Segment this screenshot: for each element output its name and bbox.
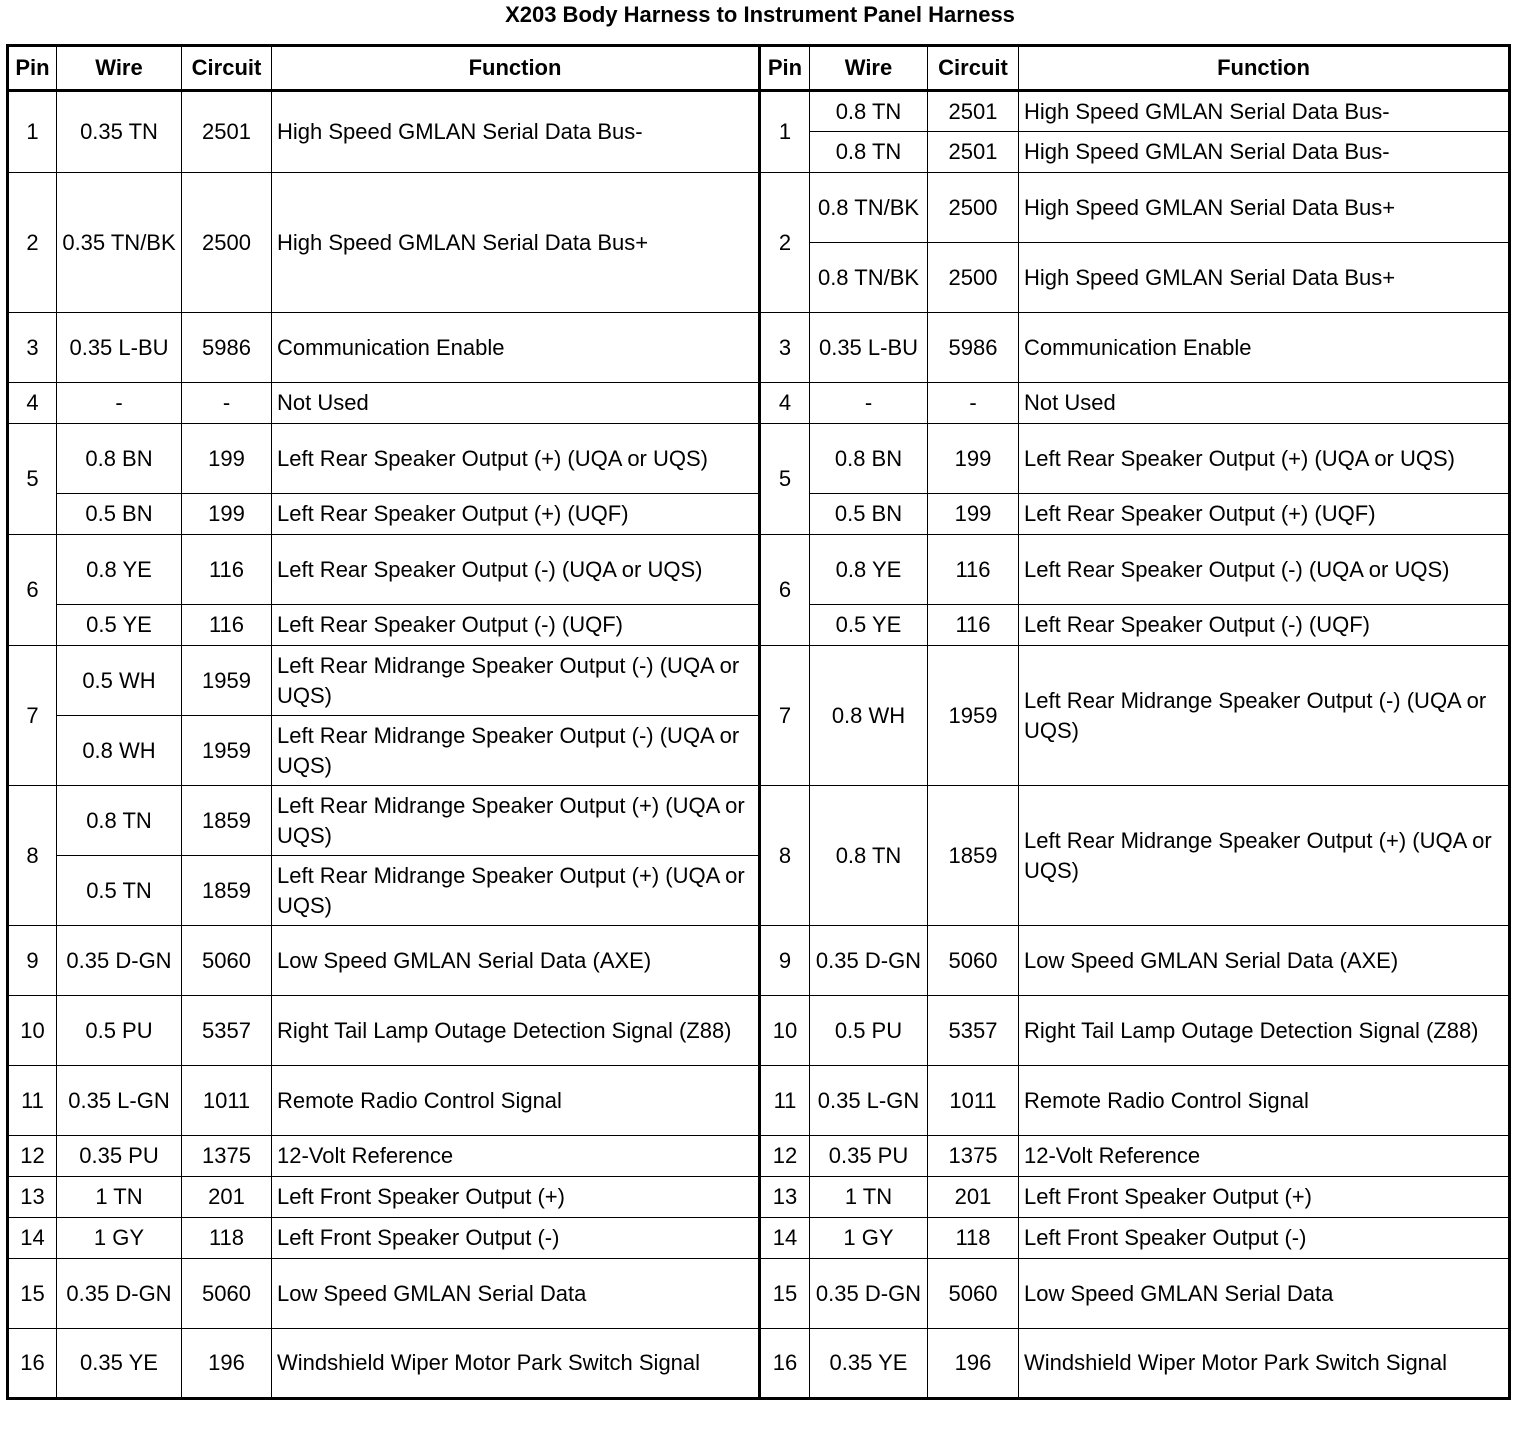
wire-cell-right: 0.5 PU: [810, 996, 928, 1066]
wire-cell-right: 0.8 YE: [810, 535, 928, 605]
function-cell-left: Windshield Wiper Motor Park Switch Signal: [272, 1329, 760, 1399]
function-cell-right: Left Rear Speaker Output (-) (UQF): [1019, 605, 1510, 646]
table-row: [8, 1177, 1510, 1218]
wire-cell-right: 0.8 TN: [810, 91, 928, 132]
header-wire-left: Wire: [57, 46, 182, 91]
circuit-cell-left: 5060: [182, 926, 272, 996]
circuit-cell-left: 5986: [182, 313, 272, 383]
circuit-cell-left: 196: [182, 1329, 272, 1399]
pin-cell-right: 3: [760, 313, 810, 383]
pin-cell-left: 15: [8, 1259, 57, 1329]
function-cell-left: Left Front Speaker Output (-): [272, 1218, 760, 1259]
pin-cell-left: 13: [8, 1177, 57, 1218]
wire-cell-right: 1 GY: [810, 1218, 928, 1259]
wire-cell-right: 0.5 YE: [810, 605, 928, 646]
circuit-cell-left: 2500: [182, 173, 272, 313]
circuit-cell-left: 1959: [182, 716, 272, 786]
table-row: [8, 1218, 1510, 1259]
function-cell-left: Low Speed GMLAN Serial Data (AXE): [272, 926, 760, 996]
pin-cell-left: 8: [8, 786, 57, 926]
pin-cell-right: 4: [760, 383, 810, 424]
pin-cell-left: 2: [8, 173, 57, 313]
wire-cell-right: 0.8 WH: [810, 646, 928, 786]
pin-cell-left: 4: [8, 383, 57, 424]
header-circuit-right: Circuit: [928, 46, 1019, 91]
function-cell-left: Low Speed GMLAN Serial Data: [272, 1259, 760, 1329]
wire-cell-left: 0.35 D-GN: [57, 926, 182, 996]
function-cell-left: High Speed GMLAN Serial Data Bus+: [272, 173, 760, 313]
wire-cell-right: 0.35 L-GN: [810, 1066, 928, 1136]
pin-cell-left: 6: [8, 535, 57, 646]
wire-cell-right: 0.8 TN/BK: [810, 173, 928, 243]
function-cell-right: Left Rear Midrange Speaker Output (+) (UQA or UQS): [1019, 786, 1510, 926]
wire-cell-left: 0.8 BN: [57, 424, 182, 494]
table-row: [8, 996, 1510, 1066]
wire-cell-left: 0.35 PU: [57, 1136, 182, 1177]
function-cell-left: Communication Enable: [272, 313, 760, 383]
pin-cell-right: 16: [760, 1329, 810, 1399]
function-cell-left: Left Rear Midrange Speaker Output (+) (UQA or UQS): [272, 786, 760, 856]
function-cell-left: Left Rear Speaker Output (-) (UQF): [272, 605, 760, 646]
wire-cell-right: 0.35 YE: [810, 1329, 928, 1399]
wire-cell-left: 0.5 PU: [57, 996, 182, 1066]
header-circuit-left: Circuit: [182, 46, 272, 91]
function-cell-right: Left Rear Speaker Output (+) (UQF): [1019, 494, 1510, 535]
circuit-cell-right: 1011: [928, 1066, 1019, 1136]
table-row: [8, 173, 1510, 243]
wire-cell-right: 0.35 D-GN: [810, 1259, 928, 1329]
pin-cell-right: 1: [760, 91, 810, 173]
wire-cell-right: -: [810, 383, 928, 424]
pin-cell-left: 1: [8, 91, 57, 173]
circuit-cell-right: 1959: [928, 646, 1019, 786]
function-cell-left: Remote Radio Control Signal: [272, 1066, 760, 1136]
function-cell-left: Left Rear Speaker Output (+) (UQF): [272, 494, 760, 535]
circuit-cell-right: 199: [928, 424, 1019, 494]
pin-cell-right: 12: [760, 1136, 810, 1177]
table-row: [8, 383, 1510, 424]
wire-cell-left: 0.35 L-GN: [57, 1066, 182, 1136]
pin-cell-right: 15: [760, 1259, 810, 1329]
function-cell-right: Low Speed GMLAN Serial Data: [1019, 1259, 1510, 1329]
circuit-cell-left: 116: [182, 535, 272, 605]
table-row: [8, 1329, 1510, 1399]
wire-cell-left: 0.5 WH: [57, 646, 182, 716]
circuit-cell-right: -: [928, 383, 1019, 424]
circuit-cell-right: 5357: [928, 996, 1019, 1066]
circuit-cell-right: 5060: [928, 926, 1019, 996]
function-cell-left: Right Tail Lamp Outage Detection Signal (Z88): [272, 996, 760, 1066]
table-row: [8, 1259, 1510, 1329]
function-cell-right: High Speed GMLAN Serial Data Bus-: [1019, 91, 1510, 132]
table-row: [8, 926, 1510, 996]
wire-cell-left: 0.35 TN/BK: [57, 173, 182, 313]
circuit-cell-right: 196: [928, 1329, 1019, 1399]
pin-cell-right: 2: [760, 173, 810, 313]
function-cell-right: Not Used: [1019, 383, 1510, 424]
header-pin-left: Pin: [8, 46, 57, 91]
function-cell-right: Left Front Speaker Output (-): [1019, 1218, 1510, 1259]
function-cell-right: Left Rear Speaker Output (-) (UQA or UQS): [1019, 535, 1510, 605]
pin-cell-right: 9: [760, 926, 810, 996]
wire-cell-right: 0.8 TN: [810, 786, 928, 926]
function-cell-right: Communication Enable: [1019, 313, 1510, 383]
wire-cell-right: 0.35 PU: [810, 1136, 928, 1177]
circuit-cell-right: 2501: [928, 132, 1019, 173]
circuit-cell-right: 1375: [928, 1136, 1019, 1177]
function-cell-right: 12-Volt Reference: [1019, 1136, 1510, 1177]
pin-cell-right: 8: [760, 786, 810, 926]
pin-cell-left: 7: [8, 646, 57, 786]
wire-cell-right: 0.35 L-BU: [810, 313, 928, 383]
circuit-cell-left: 201: [182, 1177, 272, 1218]
function-cell-right: Remote Radio Control Signal: [1019, 1066, 1510, 1136]
wire-cell-left: 0.35 L-BU: [57, 313, 182, 383]
table-row: [8, 646, 1510, 716]
table-body: [8, 91, 1510, 1399]
function-cell-left: Not Used: [272, 383, 760, 424]
circuit-cell-right: 118: [928, 1218, 1019, 1259]
function-cell-left: 12-Volt Reference: [272, 1136, 760, 1177]
function-cell-left: Left Rear Speaker Output (-) (UQA or UQS): [272, 535, 760, 605]
pin-cell-left: 14: [8, 1218, 57, 1259]
header-wire-right: Wire: [810, 46, 928, 91]
wire-cell-left: 1 TN: [57, 1177, 182, 1218]
wire-cell-left: 0.35 TN: [57, 91, 182, 173]
table-row: [8, 494, 1510, 535]
circuit-cell-right: 116: [928, 605, 1019, 646]
circuit-cell-right: 5986: [928, 313, 1019, 383]
pin-cell-left: 9: [8, 926, 57, 996]
pin-cell-left: 16: [8, 1329, 57, 1399]
wire-cell-left: -: [57, 383, 182, 424]
circuit-cell-left: 118: [182, 1218, 272, 1259]
function-cell-left: Left Rear Midrange Speaker Output (+) (UQA or UQS): [272, 856, 760, 926]
header-pin-right: Pin: [760, 46, 810, 91]
pin-cell-right: 13: [760, 1177, 810, 1218]
table-row: [8, 1136, 1510, 1177]
pin-cell-right: 7: [760, 646, 810, 786]
function-cell-right: Left Rear Midrange Speaker Output (-) (UQA or UQS): [1019, 646, 1510, 786]
circuit-cell-right: 116: [928, 535, 1019, 605]
wire-cell-left: 0.5 TN: [57, 856, 182, 926]
pin-cell-left: 10: [8, 996, 57, 1066]
circuit-cell-right: 201: [928, 1177, 1019, 1218]
circuit-cell-left: 1959: [182, 646, 272, 716]
function-cell-left: Left Rear Midrange Speaker Output (-) (UQA or UQS): [272, 646, 760, 716]
wire-cell-left: 0.8 TN: [57, 786, 182, 856]
circuit-cell-right: 199: [928, 494, 1019, 535]
table-row: [8, 535, 1510, 605]
wire-cell-left: 1 GY: [57, 1218, 182, 1259]
wire-cell-left: 0.35 D-GN: [57, 1259, 182, 1329]
function-cell-right: Left Front Speaker Output (+): [1019, 1177, 1510, 1218]
table-row: [8, 91, 1510, 132]
pin-cell-left: 3: [8, 313, 57, 383]
pin-cell-left: 11: [8, 1066, 57, 1136]
circuit-cell-right: 1859: [928, 786, 1019, 926]
pin-cell-left: 5: [8, 424, 57, 535]
table-title: X203 Body Harness to Instrument Panel Harness: [505, 2, 1015, 27]
circuit-cell-right: 2500: [928, 173, 1019, 243]
wire-cell-left: 0.8 YE: [57, 535, 182, 605]
function-cell-left: Left Rear Midrange Speaker Output (-) (UQA or UQS): [272, 716, 760, 786]
circuit-cell-left: 1011: [182, 1066, 272, 1136]
function-cell-right: High Speed GMLAN Serial Data Bus-: [1019, 132, 1510, 173]
circuit-cell-right: 5060: [928, 1259, 1019, 1329]
circuit-cell-left: 5357: [182, 996, 272, 1066]
table-row: [8, 313, 1510, 383]
function-cell-left: High Speed GMLAN Serial Data Bus-: [272, 91, 760, 173]
pin-cell-right: 5: [760, 424, 810, 535]
circuit-cell-left: 199: [182, 424, 272, 494]
pin-cell-right: 6: [760, 535, 810, 646]
wire-cell-left: 0.35 YE: [57, 1329, 182, 1399]
pin-cell-right: 10: [760, 996, 810, 1066]
table-row: [8, 605, 1510, 646]
wire-cell-right: 0.8 TN: [810, 132, 928, 173]
wire-cell-left: 0.5 YE: [57, 605, 182, 646]
wire-cell-right: 0.35 D-GN: [810, 926, 928, 996]
function-cell-right: Windshield Wiper Motor Park Switch Signal: [1019, 1329, 1510, 1399]
circuit-cell-left: 1859: [182, 856, 272, 926]
wire-cell-left: 0.8 WH: [57, 716, 182, 786]
table-row: [8, 1066, 1510, 1136]
function-cell-left: Left Front Speaker Output (+): [272, 1177, 760, 1218]
table-row: [8, 424, 1510, 494]
header-function-right: Function: [1019, 46, 1510, 91]
wire-cell-left: 0.5 BN: [57, 494, 182, 535]
wire-cell-right: 1 TN: [810, 1177, 928, 1218]
circuit-cell-right: 2501: [928, 91, 1019, 132]
pin-cell-left: 12: [8, 1136, 57, 1177]
wire-cell-right: 0.5 BN: [810, 494, 928, 535]
circuit-cell-left: 199: [182, 494, 272, 535]
function-cell-right: High Speed GMLAN Serial Data Bus+: [1019, 173, 1510, 243]
circuit-cell-left: 1859: [182, 786, 272, 856]
wire-cell-right: 0.8 BN: [810, 424, 928, 494]
header-function-left: Function: [272, 46, 760, 91]
pin-cell-right: 11: [760, 1066, 810, 1136]
pinout-table: [6, 44, 1511, 1400]
header-row: [8, 46, 1510, 91]
table-row: [8, 786, 1510, 856]
function-cell-right: Low Speed GMLAN Serial Data (AXE): [1019, 926, 1510, 996]
function-cell-left: Left Rear Speaker Output (+) (UQA or UQS): [272, 424, 760, 494]
circuit-cell-left: -: [182, 383, 272, 424]
circuit-cell-left: 1375: [182, 1136, 272, 1177]
pin-cell-right: 14: [760, 1218, 810, 1259]
circuit-cell-left: 5060: [182, 1259, 272, 1329]
circuit-cell-left: 2501: [182, 91, 272, 173]
function-cell-right: High Speed GMLAN Serial Data Bus+: [1019, 243, 1510, 313]
circuit-cell-left: 116: [182, 605, 272, 646]
circuit-cell-right: 2500: [928, 243, 1019, 313]
function-cell-right: Right Tail Lamp Outage Detection Signal (Z88): [1019, 996, 1510, 1066]
function-cell-right: Left Rear Speaker Output (+) (UQA or UQS): [1019, 424, 1510, 494]
wire-cell-right: 0.8 TN/BK: [810, 243, 928, 313]
